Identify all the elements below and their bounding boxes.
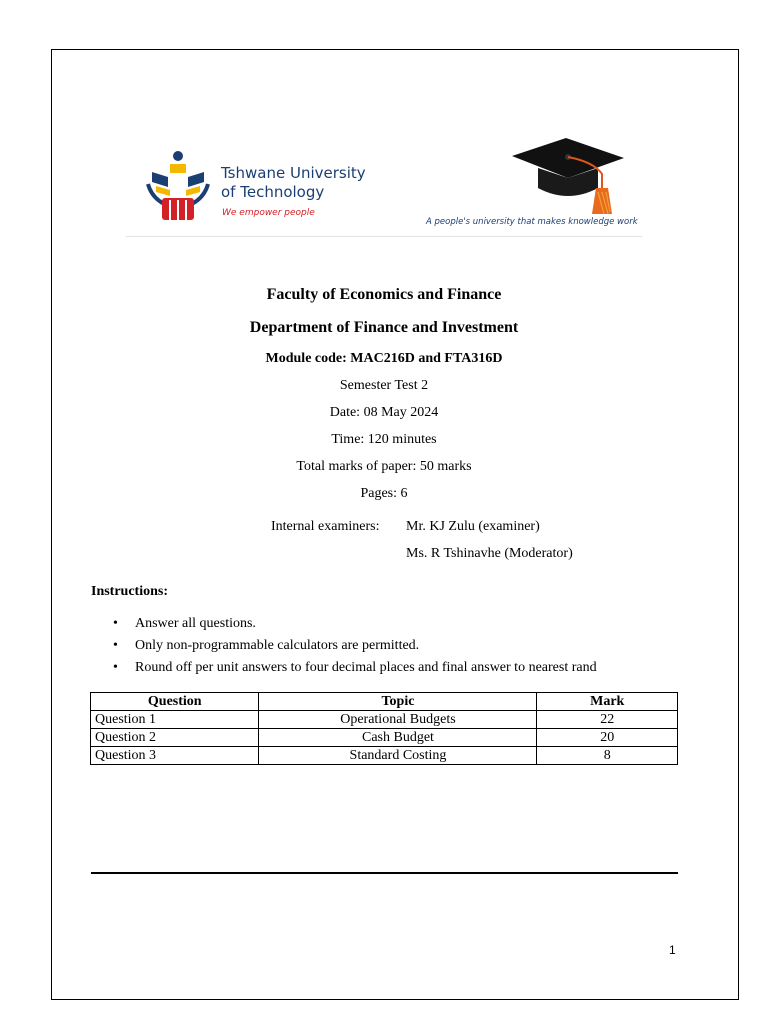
examiners-label: Internal examiners: [271,519,380,534]
cell-mark: 20 [537,729,678,747]
header-banner [126,124,642,237]
faculty-title: Faculty of Economics and Finance [266,286,502,303]
table-row [91,711,678,729]
department-title: Department of Finance and Investment [249,319,519,336]
university-name-line1: Tshwane University [221,164,366,182]
tut-logo-icon [138,148,218,228]
tagline-right: A people's university that makes knowledge work [426,217,638,227]
cell-question: Question 3 [91,747,259,765]
university-name [221,164,366,202]
cell-question: Question 2 [91,729,259,747]
cell-question: Question 1 [91,711,259,729]
cell-topic: Standard Costing [259,747,537,765]
cell-topic: Operational Budgets [259,711,537,729]
column-header-question: Question [91,693,259,711]
cell-mark: 8 [537,747,678,765]
instruction-text: Only non-programmable calculators are permitted. [135,638,420,653]
instruction-text: Round off per unit answers to four decimal places and final answer to nearest rand [135,660,597,675]
column-header-mark: Mark [537,693,678,711]
instructions-heading: Instructions: [91,584,169,599]
total-marks: Total marks of paper: 50 marks [296,459,472,474]
instruction-text: Answer all questions. [135,616,256,631]
test-time: Time: 120 minutes [331,432,437,447]
tagline-left: We empower people [222,208,315,218]
table-row [91,747,678,765]
bullet-icon: • [113,660,118,675]
bullet-icon: • [113,616,118,631]
column-header-topic: Topic [259,693,537,711]
module-code: Module code: MAC216D and FTA316D [265,351,503,366]
bullet-icon: • [113,638,118,653]
marks-table [90,692,678,765]
test-date: Date: 08 May 2024 [329,405,439,420]
university-name-line2: of Technology [221,183,325,201]
moderator-name: Ms. R Tshinavhe (Moderator) [406,546,573,561]
page-count: Pages: 6 [360,486,408,501]
test-name: Semester Test 2 [339,378,429,393]
table-header-row [91,693,678,711]
cell-topic: Cash Budget [259,729,537,747]
examiner-name: Mr. KJ Zulu (examiner) [406,519,540,534]
graduation-cap-icon [508,130,628,216]
cell-mark: 22 [537,711,678,729]
page-number: 1 [669,943,676,957]
footer-divider [91,872,678,874]
table-row [91,729,678,747]
